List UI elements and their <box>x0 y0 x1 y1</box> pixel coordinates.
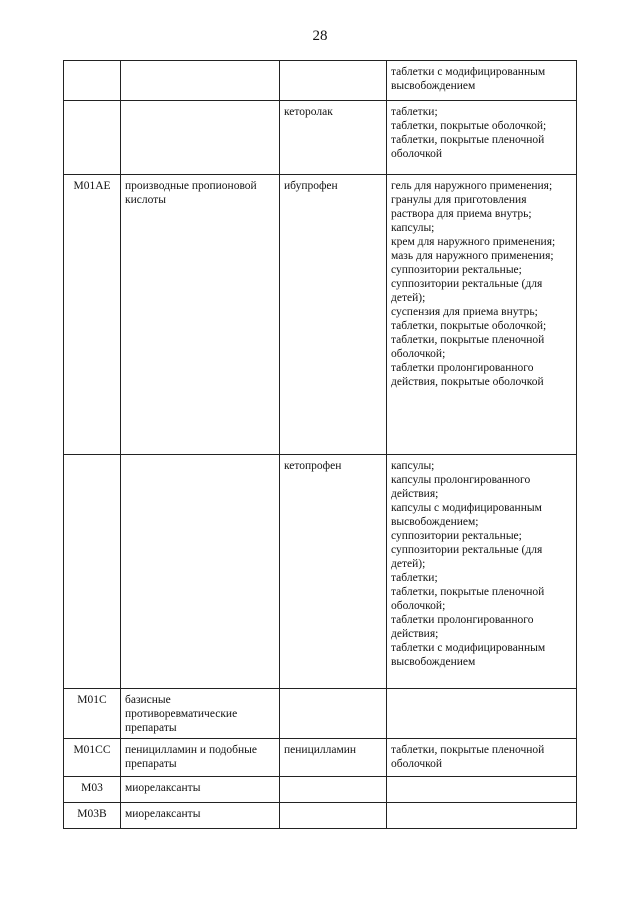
dosage-forms-cell <box>387 689 577 739</box>
dosage-form-item: таблетки, покрытые оболочкой; <box>391 120 547 132</box>
drug-name-cell: кетопрофен <box>280 455 387 689</box>
dosage-form-item: капсулы с модифицированным высвобождением; <box>391 502 542 528</box>
table-body <box>64 61 577 829</box>
dosage-form-item: таблетки пролонгированного действия; <box>391 614 534 640</box>
dosage-form-item: крем для наружного применения; <box>391 236 556 248</box>
dosage-form-item: таблетки; <box>391 572 438 584</box>
dosage-form-item: таблетки, покрытые пленочной оболочкой <box>391 134 545 160</box>
dosage-forms-cell <box>387 61 577 101</box>
dosage-form-item: гранулы для приготовления раствора для приема внутрь; <box>391 194 532 220</box>
dosage-form-item: таблетки, покрытые пленочной оболочкой; <box>391 334 545 360</box>
dosage-forms-cell <box>387 101 577 175</box>
table-row <box>64 455 577 689</box>
dosage-form-item: капсулы пролонгированного действия; <box>391 474 531 500</box>
dosage-forms-cell <box>387 739 577 777</box>
table-row <box>64 739 577 777</box>
dosage-form-item: суспензия для приема внутрь; <box>391 306 538 318</box>
dosage-form-item: таблетки; <box>391 106 438 118</box>
atc-code-cell: М03 <box>64 777 121 803</box>
atc-code-cell <box>64 61 121 101</box>
page-number: 28 <box>312 28 328 44</box>
dosage-form-item: таблетки с модифицированным высвобождением <box>391 66 546 92</box>
dosage-forms-cell <box>387 803 577 829</box>
dosage-form-item: таблетки с модифицированным высвобождением <box>391 642 546 668</box>
table-row <box>64 689 577 739</box>
atc-code-cell: М01СС <box>64 739 121 777</box>
atc-code-cell <box>64 455 121 689</box>
anatomical-group-cell: миорелаксанты <box>121 803 280 829</box>
dosage-form-item: таблетки, покрытые пленочной оболочкой <box>391 744 545 770</box>
dosage-form-item: суппозитории ректальные; <box>391 530 522 542</box>
dosage-form-item: суппозитории ректальные (для детей); <box>391 544 543 570</box>
dosage-form-item: мазь для наружного применения; <box>391 250 554 262</box>
dosage-form-item: таблетки, покрытые пленочной оболочкой; <box>391 586 545 612</box>
drug-name-cell <box>280 803 387 829</box>
anatomical-group-cell: производные пропионовой кислоты <box>121 175 280 455</box>
anatomical-group-cell: миорелаксанты <box>121 777 280 803</box>
atc-code-cell: М03В <box>64 803 121 829</box>
dosage-form-item: капсулы; <box>391 222 435 234</box>
dosage-forms-cell <box>387 455 577 689</box>
anatomical-group-cell: пеницилламин и подобные препараты <box>121 739 280 777</box>
anatomical-group-cell <box>121 455 280 689</box>
table-row <box>64 101 577 175</box>
anatomical-group-cell: базисные противоревматические препараты <box>121 689 280 739</box>
anatomical-group-cell <box>121 61 280 101</box>
dosage-form-item: таблетки, покрытые оболочкой; <box>391 320 547 332</box>
drug-name-cell: ибупрофен <box>280 175 387 455</box>
dosage-form-item: суппозитории ректальные (для детей); <box>391 278 543 304</box>
dosage-form-item: гель для наружного применения; <box>391 180 553 192</box>
dosage-form-item: суппозитории ректальные; <box>391 264 522 276</box>
drug-table <box>63 60 577 829</box>
table-row <box>64 777 577 803</box>
drug-name-cell <box>280 777 387 803</box>
dosage-form-item: капсулы; <box>391 460 435 472</box>
table-row <box>64 803 577 829</box>
drug-name-cell <box>280 61 387 101</box>
dosage-forms-cell <box>387 175 577 455</box>
dosage-form-item: таблетки пролонгированного действия, покрытые оболочкой <box>391 362 544 388</box>
dosage-forms-cell <box>387 777 577 803</box>
drug-name-cell <box>280 689 387 739</box>
anatomical-group-cell <box>121 101 280 175</box>
atc-code-cell: М01С <box>64 689 121 739</box>
table-row <box>64 61 577 101</box>
drug-name-cell: кеторолак <box>280 101 387 175</box>
atc-code-cell: М01АЕ <box>64 175 121 455</box>
drug-name-cell: пеницилламин <box>280 739 387 777</box>
atc-code-cell <box>64 101 121 175</box>
table-row <box>64 175 577 455</box>
